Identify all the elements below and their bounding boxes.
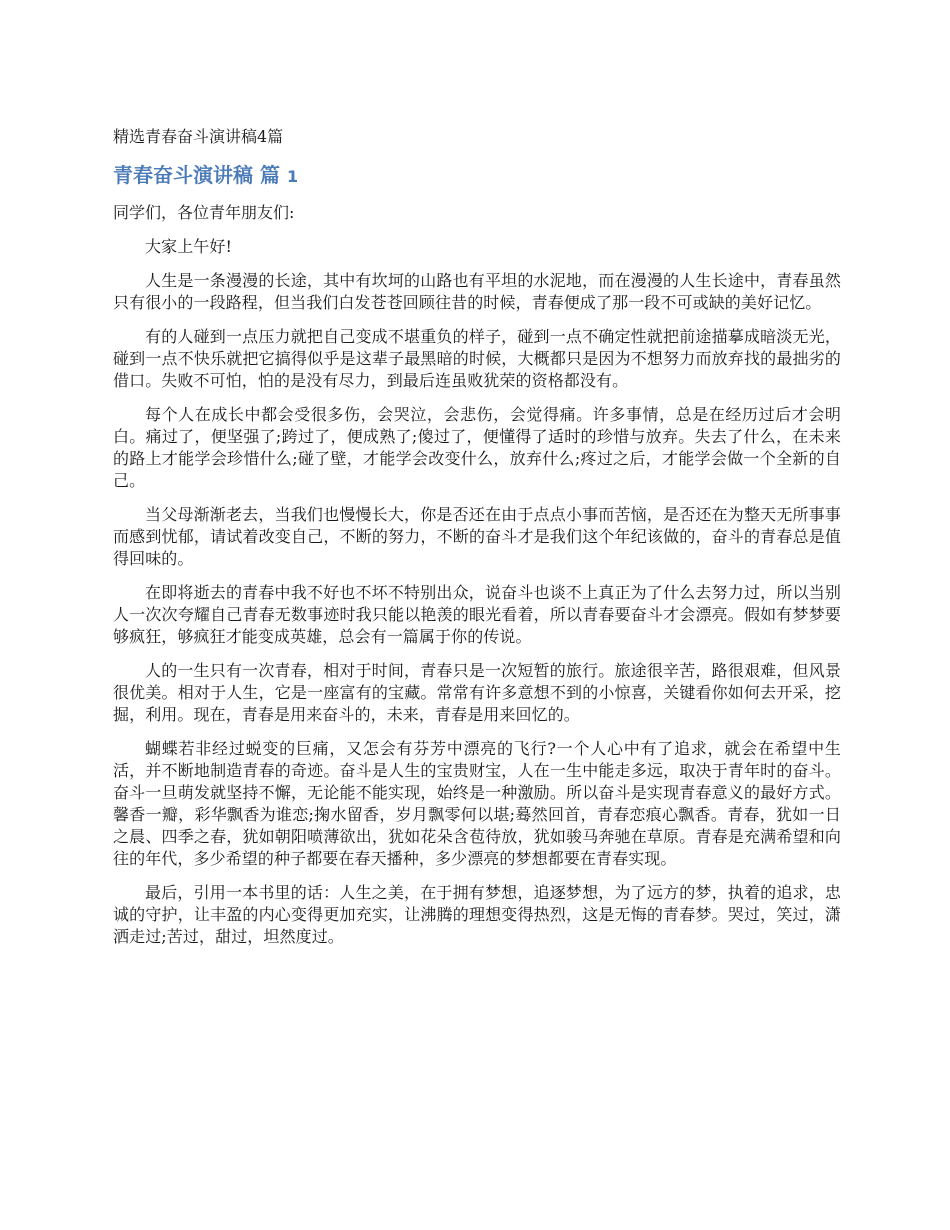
section-heading-text: 青春奋斗演讲稿 篇 [113,163,280,187]
document-body [113,126,841,960]
section-heading [113,162,841,190]
paragraph: 每个人在成长中都会受很多伤，会哭泣，会悲伤，会觉得痛。许多事情，总是在经历过后才会明白。痛过了，便坚强了;跨过了，便成熟了;傻过了，便懂得了适时的珍惜与放弃。失去了什么，在未来的路上才能学会珍惜什么;碰了壁，才能学会改变什么，放弃什么;疼过之后，才能学会做一个全新的自己。 [113,405,841,490]
document-title: 精选青春奋斗演讲稿4篇 [113,127,284,146]
paragraph-greeting: 大家上午好! [145,237,233,256]
section-number: 1 [286,167,299,186]
salutation: 同学们，各位青年朋友们: [113,203,295,222]
paragraph: 人的一生只有一次青春，相对于时间，青春只是一次短暂的旅行。旅途很辛苦，路很艰难，但风景很优美。相对于人生，它是一座富有的宝藏。常常有许多意想不到的小惊喜，关键看你如何去开采，挖掘，利用。现在，青春是用来奋斗的，未来，青春是用来回忆的。 [113,661,841,724]
paragraph-closing: 最后，引用一本书里的话：人生之美，在于拥有梦想，追逐梦想，为了远方的梦，执着的追求，忠诚的守护，让丰盈的内心变得更加充实，让沸腾的理想变得热烈，这是无悔的青春梦。哭过，笑过，潇洒走过;苦过，甜过，坦然度过。 [113,883,841,946]
paragraph: 人生是一条漫漫的长途，其中有坎坷的山路也有平坦的水泥地，而在漫漫的人生长途中，青春虽然只有很小的一段路程，但当我们白发苍苍回顾往昔的时候，青春便成了那一段不可或缺的美好记忆。 [113,271,841,312]
paragraph: 当父母渐渐老去，当我们也慢慢长大，你是否还在由于点点小事而苦恼，是否还在为整天无所事事而感到忧郁，请试着改变自己，不断的努力，不断的奋斗才是我们这个年纪该做的，奋斗的青春总是值得回味的。 [113,505,841,568]
paragraph: 蝴蝶若非经过蜕变的巨痛，又怎会有芬芳中漂亮的飞行?一个人心中有了追求，就会在希望中生活，并不断地制造青春的奇迹。奋斗是人生的宝贵财宝，人在一生中能走多远，取决于青年时的奋斗。奋斗一旦萌发就坚持不懈，无论能不能实现，始终是一种激励。所以奋斗是实现青春意义的最好方式。馨香一瓣，彩华飘香为谁恋;掬水留香，岁月飘零何以堪;蓦然回首，青春恋痕心飘香。青春，犹如一日之晨、四季之春，犹如朝阳喷薄欲出，犹如花朵含苞待放，犹如骏马奔驰在草原。青春是充满希望和向往的年代，多少希望的种子都要在春天播种，多少漂亮的梦想都要在青春实现。 [113,739,841,868]
paragraph: 有的人碰到一点压力就把自己变成不堪重负的样子，碰到一点不确定性就把前途描摹成暗淡无光，碰到一点不快乐就把它搞得似乎是这辈子最黑暗的时候，大概都只是因为不想努力而放弃找的最拙劣的借口。失败不可怕，怕的是没有尽力，到最后连虽败犹荣的资格都没有。 [113,327,841,390]
paragraph: 在即将逝去的青春中我不好也不坏不特别出众，说奋斗也谈不上真正为了什么去努力过，所以当别人一次次夸耀自己青春无数事迹时我只能以艳羡的眼光看着，所以青春要奋斗才会漂亮。假如有梦梦要够疯狂，够疯狂才能变成英雄，总会有一篇属于你的传说。 [113,583,841,646]
